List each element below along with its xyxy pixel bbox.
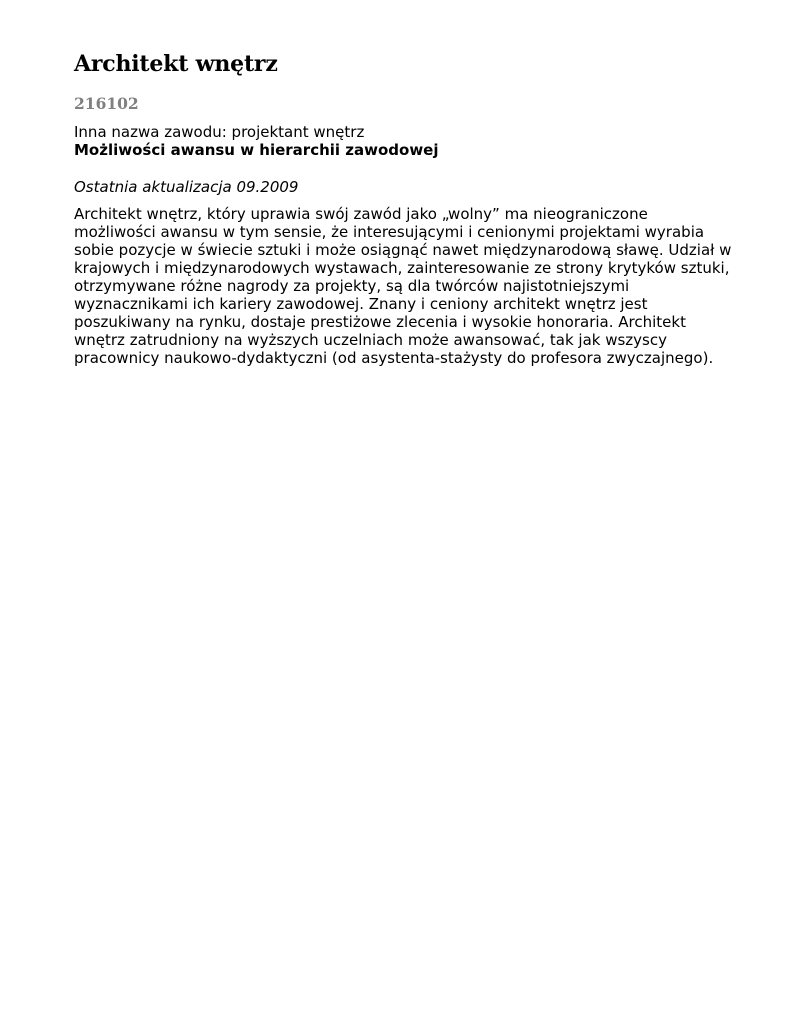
- alternative-name: Inna nazwa zawodu: projektant wnętrz: [74, 123, 365, 141]
- occupation-code: 216102: [74, 94, 139, 113]
- body-line: wyznacznikami ich kariery zawodowej. Znany i ceniony architekt wnętrz jest: [74, 295, 648, 313]
- body-line: poszukiwany na rynku, dostaje prestiżowe zlecenia i wysokie honoraria. Architekt: [74, 313, 686, 331]
- body-line: otrzymywane różne nagrody za projekty, są dla twórców najistotniejszymi: [74, 277, 630, 295]
- page-title: Architekt wnętrz: [74, 51, 278, 77]
- body-line: możliwości awansu w tym sensie, że interesującymi i cenionymi projektami wyrabia: [74, 223, 705, 241]
- body-line: sobie pozycje w świecie sztuki i może osiągnąć nawet międzynarodową sławę. Udział w: [74, 241, 732, 259]
- body-line: krajowych i międzynarodowych wystawach, zainteresowanie ze strony krytyków sztuki,: [74, 259, 730, 277]
- body-line: Architekt wnętrz, który uprawia swój zawód jako „wolny” ma nieograniczone: [74, 205, 648, 223]
- document-page: [74, 49, 764, 367]
- last-update-date: Ostatnia aktualizacja 09.2009: [74, 178, 299, 196]
- section-heading: Możliwości awansu w hierarchii zawodowej: [74, 141, 439, 159]
- body-line: pracownicy naukowo-dydaktyczni (od asystenta-stażysty do profesora zwyczajnego).: [74, 349, 714, 367]
- body-paragraph: [74, 205, 764, 367]
- body-line: wnętrz zatrudniony na wyższych uczelniach może awansować, tak jak wszyscy: [74, 331, 667, 349]
